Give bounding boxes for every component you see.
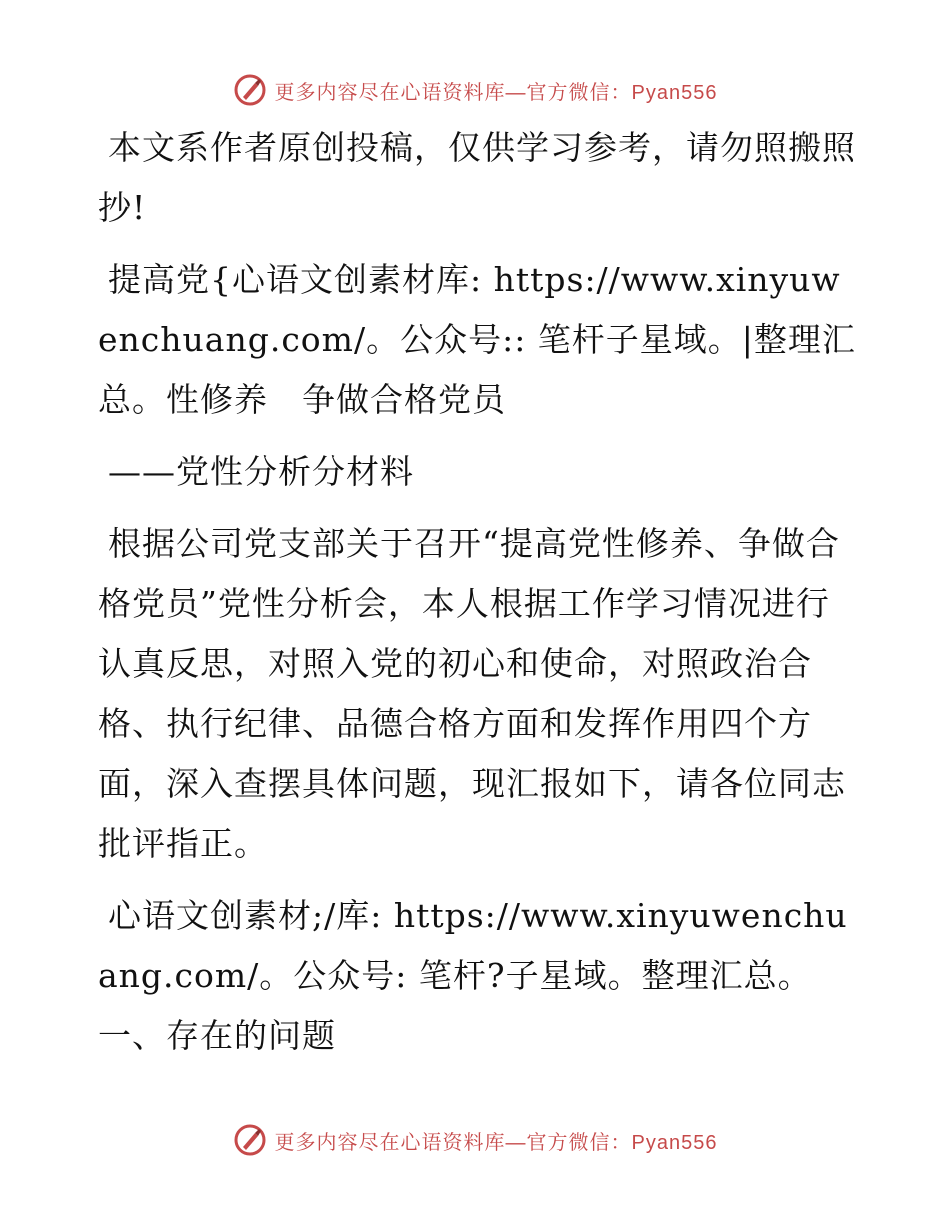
pen-seal-logo-icon bbox=[233, 73, 267, 107]
paragraph-intro: 根据公司党支部关于召开“提高党性修养、争做合格党员”党性分析会，本人根据工作学习情况进行认真反思，对照入党的初心和使命，对照政治合格、执行纪律、品德合格方面和发挥作用四个方面，深入查摆具体问题，现汇报如下，请各位同志批评指正。 bbox=[98, 524, 846, 863]
paragraph-disclaimer: 本文系作者原创投稿，仅供学习参考，请勿照搬照抄! bbox=[98, 128, 856, 227]
pen-seal-logo-icon bbox=[233, 1123, 267, 1157]
paragraph-section-heading: 心语文创素材;/库: https://www.xinyuwenchuang.com/。公众号: 笔杆?子星域。整理汇总。一、存在的问题 bbox=[98, 896, 848, 1055]
paragraph-subtitle: ——党性分析分材料 bbox=[108, 452, 414, 491]
watermark-footer bbox=[0, 1120, 950, 1160]
watermark-text: 更多内容尽在心语资料库—官方微信：Pyan556 bbox=[274, 81, 718, 104]
watermark-header bbox=[0, 70, 950, 110]
paragraph-title: 提高党{心语文创素材库: https://www.xinyuwenchuang.com/。公众号:: 笔杆子星域。|整理汇总。性修养 争做合格党员 bbox=[98, 260, 856, 419]
watermark-text: 更多内容尽在心语资料库—官方微信：Pyan556 bbox=[274, 1131, 718, 1154]
document-body bbox=[98, 118, 858, 1078]
